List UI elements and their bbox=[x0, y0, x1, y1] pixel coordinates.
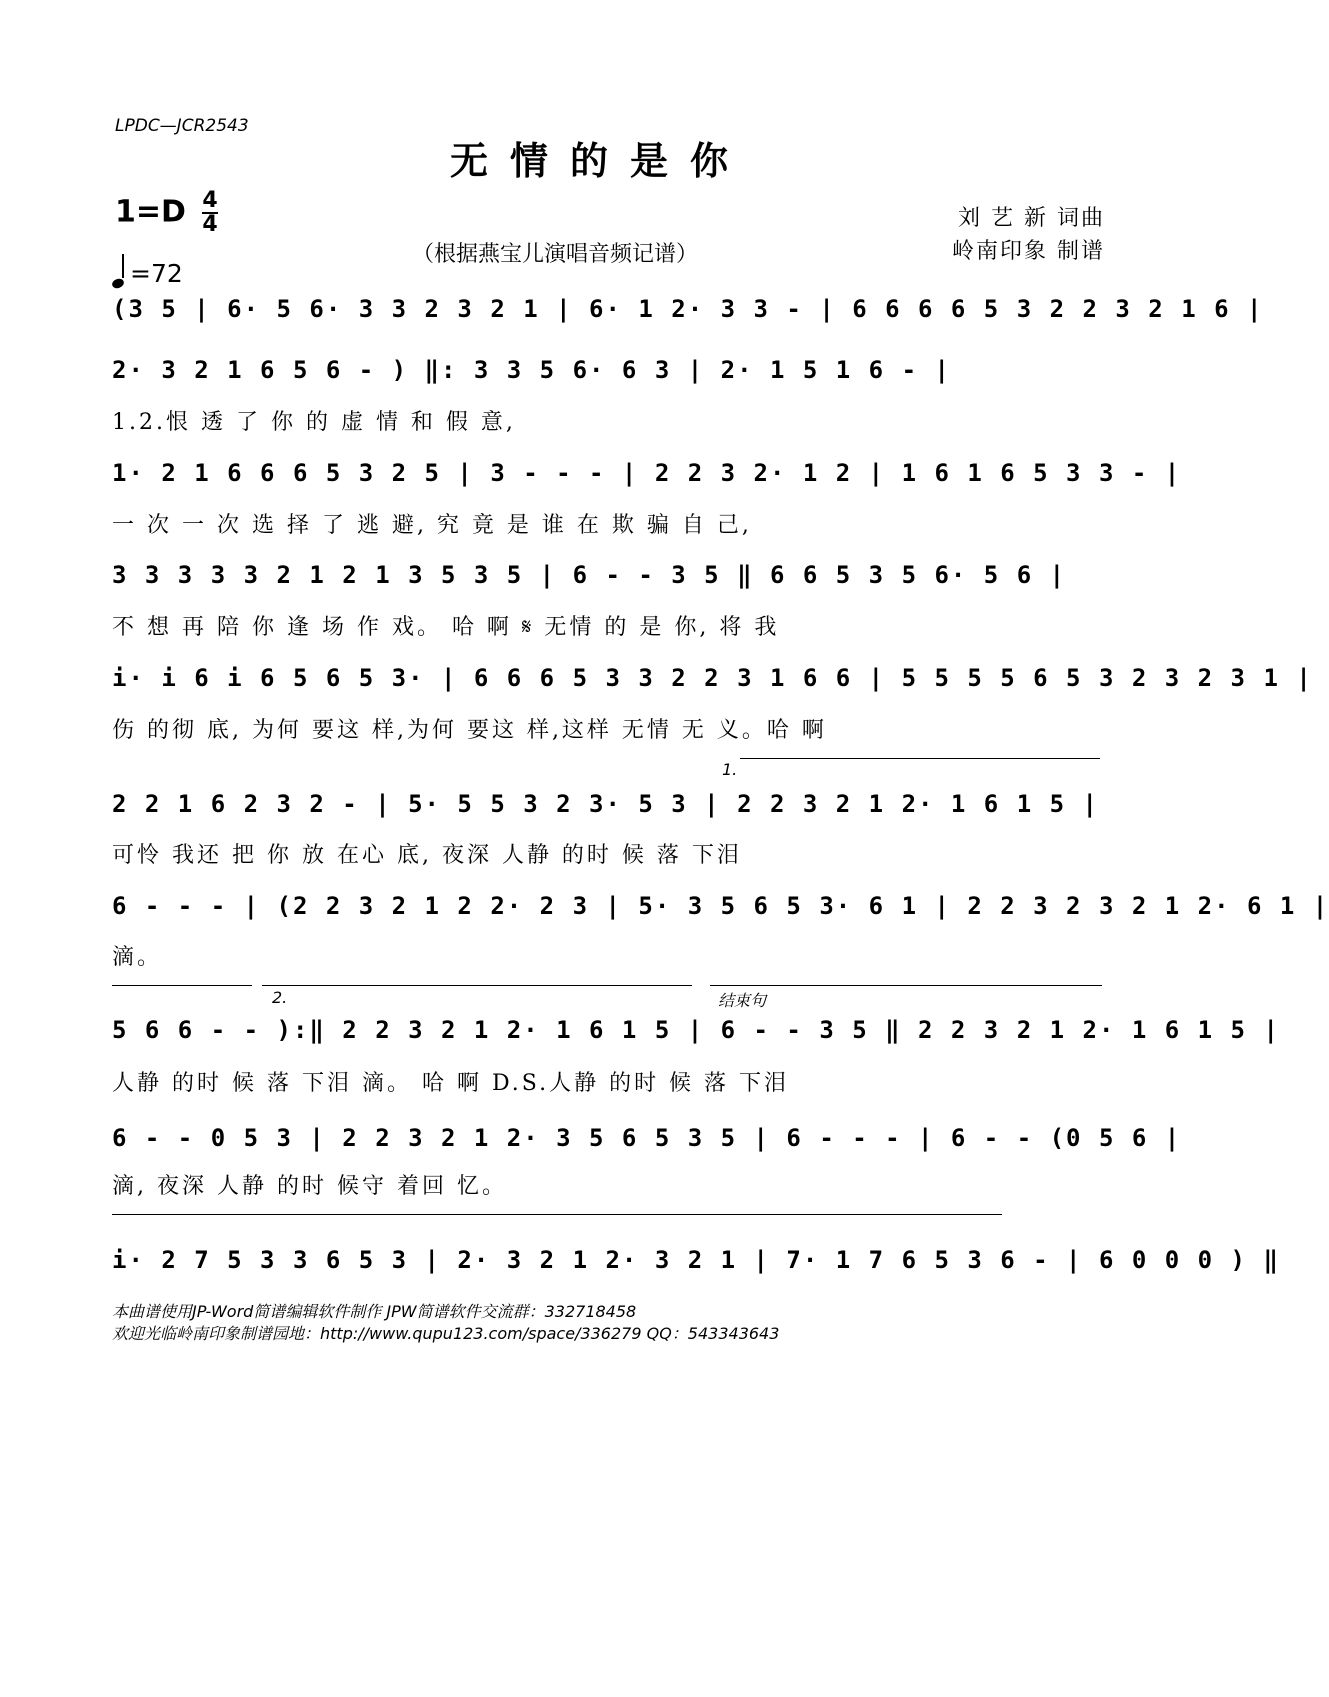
system-10-notes: i· 2 7 5 3 3 6 5 3 | 2· 3 2 1 2· 3 2 1 | 7· 1 7 6 5 3 6 - | 6 0 0 0 ) ‖ bbox=[112, 1246, 1280, 1274]
key-label: 1=D bbox=[115, 194, 186, 230]
system-10-bracket bbox=[112, 1214, 1002, 1215]
system-6-notes: 2 2 1 6 2 3 2 - | 5· 5 5 3 2 3· 5 3 | 2 2 3 2 1 2· 1 6 1 5 | bbox=[112, 790, 1099, 818]
system-5-notes: i· i 6 i 6 5 6 5 3· | 6 6 6 5 3 3 2 2 3 1 6 6 | 5 5 5 5 6 5 3 2 3 2 3 1 | bbox=[112, 664, 1313, 692]
system-9-lyrics: 滴, 夜深 人静 的时 候守 着回 忆。 bbox=[112, 1174, 507, 1199]
time-bottom: 4 bbox=[202, 212, 218, 237]
system-5-lyrics: 伤 的彻 底, 为何 要这 样,为何 要这 样,这样 无情 无 义。哈 啊 bbox=[112, 718, 827, 743]
ending-bracket bbox=[710, 985, 1102, 986]
volta-1-label: 1. bbox=[722, 760, 738, 779]
system-4-notes: 3 3 3 3 3 2 1 2 1 3 5 3 5 | 6 - - 3 5 ‖ 6 6 5 3 5 6· 5 6 | bbox=[112, 561, 1067, 589]
quarter-note-icon bbox=[111, 277, 125, 290]
system-7-notes: 6 - - - | (2 2 3 2 1 2 2· 2 3 | 5· 3 5 6 5 3· 6 1 | 2 2 3 2 3 2 1 2· 6 1 | bbox=[112, 892, 1329, 920]
system-7-lyrics: 滴。 bbox=[112, 945, 163, 970]
key-signature bbox=[115, 190, 218, 236]
composer-credit: 刘 艺 新 词曲 bbox=[958, 206, 1105, 231]
system-1-notes: (3 5 | 6· 5 6· 3 3 2 3 2 1 | 6· 1 2· 3 3 - | 6 6 6 6 5 3 2 2 3 2 1 6 | bbox=[112, 295, 1264, 323]
score-code: LPDC—JCR2543 bbox=[115, 116, 249, 136]
system-3-notes: 1· 2 1 6 6 6 5 3 2 5 | 3 - - - | 2 2 3 2· 1 2 | 1 6 1 6 5 3 3 - | bbox=[112, 459, 1182, 487]
system-6-lyrics: 可怜 我还 把 你 放 在心 底, 夜深 人静 的时 候 落 下泪 bbox=[112, 843, 742, 868]
volta-2-bracket bbox=[262, 985, 692, 986]
volta-1-continuation bbox=[112, 985, 252, 986]
song-title: 无情的是你 bbox=[449, 138, 750, 183]
system-8-notes: 5 6 6 - - ):‖ 2 2 3 2 1 2· 1 6 1 5 | 6 - - 3 5 ‖ 2 2 3 2 1 2· 1 6 1 5 | bbox=[112, 1016, 1280, 1044]
system-3-lyrics: 一 次 一 次 选 择 了 逃 避, 究 竟 是 谁 在 欺 骗 自 己, bbox=[112, 513, 752, 538]
footer-line-1: 本曲谱使用JP-Word简谱编辑软件制作 JPW简谱软件交流群：332718458 bbox=[112, 1302, 637, 1321]
volta-1-bracket bbox=[740, 758, 1100, 759]
time-signature bbox=[202, 190, 217, 236]
system-8-lyrics: 人静 的时 候 落 下泪 滴。 哈 啊 D.S.人静 的时 候 落 下泪 bbox=[112, 1071, 790, 1096]
volta-2-label: 2. bbox=[272, 988, 288, 1007]
arranger-credit: 岭南印象 制谱 bbox=[952, 239, 1105, 264]
tempo-value: =72 bbox=[130, 259, 183, 288]
ending-label: 结束句 bbox=[718, 991, 767, 1010]
system-2-notes: 2· 3 2 1 6 5 6 - ) ‖: 3 3 5 6· 6 3 | 2· 1 5 1 6 - | bbox=[112, 356, 951, 384]
system-9-notes: 6 - - 0 5 3 | 2 2 3 2 1 2· 3 5 6 5 3 5 | 6 - - - | 6 - - (0 5 6 | bbox=[112, 1124, 1182, 1152]
source-note: （根据燕宝儿演唱音频记谱） bbox=[411, 242, 698, 267]
system-4-lyrics: 不 想 再 陪 你 逢 场 作 戏。 哈 啊 𝄋 无情 的 是 你, 将 我 bbox=[112, 615, 780, 640]
footer-line-2: 欢迎光临岭南印象制谱园地：http://www.qupu123.com/space/336279 QQ：543343643 bbox=[112, 1324, 780, 1343]
time-top: 4 bbox=[202, 188, 218, 213]
system-2-lyrics: 1.2.恨 透 了 你 的 虚 情 和 假 意, bbox=[112, 410, 516, 435]
